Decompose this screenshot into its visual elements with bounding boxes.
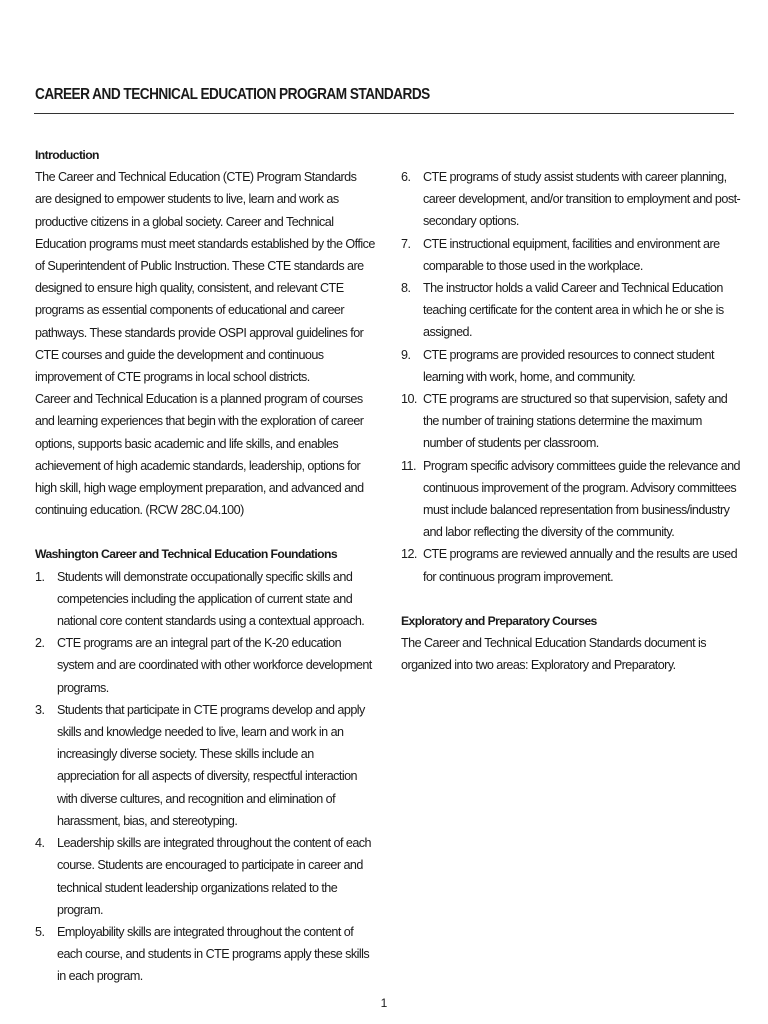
- list-item: [401, 388, 741, 455]
- list-item-text: CTE programs are structured so that supervision, safety and the number of training stations determine the maximum number of students per classroom.: [423, 392, 728, 451]
- list-item: [401, 344, 741, 388]
- list-item: [401, 455, 741, 544]
- list-item-text: CTE programs of study assist students with career planning, career development, and/or transition to employment and post-secondary options.: [423, 170, 741, 229]
- foundations-heading: Washington Career and Technical Education Foundations: [35, 547, 338, 562]
- section-spacer: [35, 521, 375, 543]
- section-spacer: [401, 588, 741, 610]
- list-item-number: 9.: [401, 347, 411, 362]
- list-item-number: 3.: [35, 702, 45, 717]
- list-item: [401, 233, 741, 277]
- list-item-text: Students that participate in CTE programs develop and apply skills and knowledge needed to live, learn and work in an increasingly diverse society. These skills include an appreciation for all aspects of diversity, respectful interaction with diverse cultures, and recognition and elimination of harassment, bias, and stereotyping.: [57, 702, 365, 828]
- list-item-number: 1.: [35, 569, 45, 584]
- foundations-list-part-2: [401, 166, 741, 588]
- list-item-number: 5.: [35, 924, 45, 939]
- list-item-text: CTE programs are an integral part of the K-20 education system and are coordinated with other workforce development programs.: [57, 636, 372, 695]
- list-item-number: 11.: [401, 458, 416, 473]
- list-item: [401, 277, 741, 344]
- introduction-paragraph-1: The Career and Technical Education (CTE) Program Standards are designed to empower students to live, learn and work as productive citizens in a global society. Career and Technical Education programs must meet standards established by the Office of Superintendent of Public Instruction. These CTE standards are designed to ensure high quality, consistent, and relevant CTE programs as essential components of educational and career pathways. These standards provide OSPI approval guidelines for CTE courses and guide the development and continuous improvement of CTE programs in local school districts.: [35, 170, 375, 385]
- list-item: [401, 166, 741, 233]
- list-item-number: 10.: [401, 392, 417, 407]
- list-item-text: CTE programs are provided resources to connect student learning with work, home, and community.: [423, 347, 714, 384]
- list-item-text: CTE programs are reviewed annually and the results are used for continuous program improvement.: [423, 547, 738, 584]
- list-item-text: Program specific advisory committees guide the relevance and continuous improvement of the program. Advisory committees must include balanced representation from business/industry and labor reflecting the diversity of the community.: [423, 458, 740, 540]
- list-item-number: 8.: [401, 281, 411, 296]
- list-item-text: CTE instructional equipment, facilities and environment are comparable to those used in the workplace.: [423, 236, 720, 273]
- page-title: CAREER AND TECHNICAL EDUCATION PROGRAM STANDARDS: [35, 86, 430, 103]
- left-column: [35, 144, 375, 988]
- title-divider: [34, 113, 734, 114]
- list-item-text: Employability skills are integrated throughout the content of each course, and students in CTE programs apply these skills in each program.: [57, 924, 370, 984]
- introduction-heading: Introduction: [35, 148, 99, 162]
- list-item-number: 12.: [401, 547, 417, 562]
- courses-heading: Exploratory and Preparatory Courses: [401, 613, 597, 628]
- courses-paragraph: The Career and Technical Education Standards document is organized into two areas: Exploratory and Preparatory.: [401, 636, 707, 673]
- list-item-number: 2.: [35, 636, 45, 651]
- page-number: 1: [380, 996, 388, 1010]
- list-item: [401, 543, 741, 587]
- list-item-text: Students will demonstrate occupationally specific skills and competencies including the application of current state and national core content standards using a contextual approach.: [57, 569, 365, 629]
- list-item: [35, 699, 375, 832]
- right-column: [401, 166, 741, 676]
- list-item: [35, 832, 375, 921]
- list-item-text: Leadership skills are integrated throughout the content of each course. Students are encouraged to participate in career and technical student leadership organizations related to the program.: [57, 836, 372, 917]
- list-item-text: The instructor holds a valid Career and Technical Education teaching certificate for the content area in which he or she is assigned.: [423, 281, 724, 340]
- list-item-number: 6.: [401, 170, 411, 184]
- list-item-number: 7.: [401, 236, 411, 251]
- introduction-paragraph-2: Career and Technical Education is a planned program of courses and learning experiences that begin with the exploration of career options, supports basic academic and life skills, and enables achievement of high academic standards, leadership, options for high skill, high wage employment preparation, and advanced and continuing education. (RCW 28C.04.100): [35, 392, 364, 518]
- list-item: [35, 632, 375, 699]
- foundations-list-part-1: [35, 566, 375, 988]
- list-item: [35, 566, 375, 633]
- list-item: [35, 921, 375, 988]
- list-item-number: 4.: [35, 836, 45, 851]
